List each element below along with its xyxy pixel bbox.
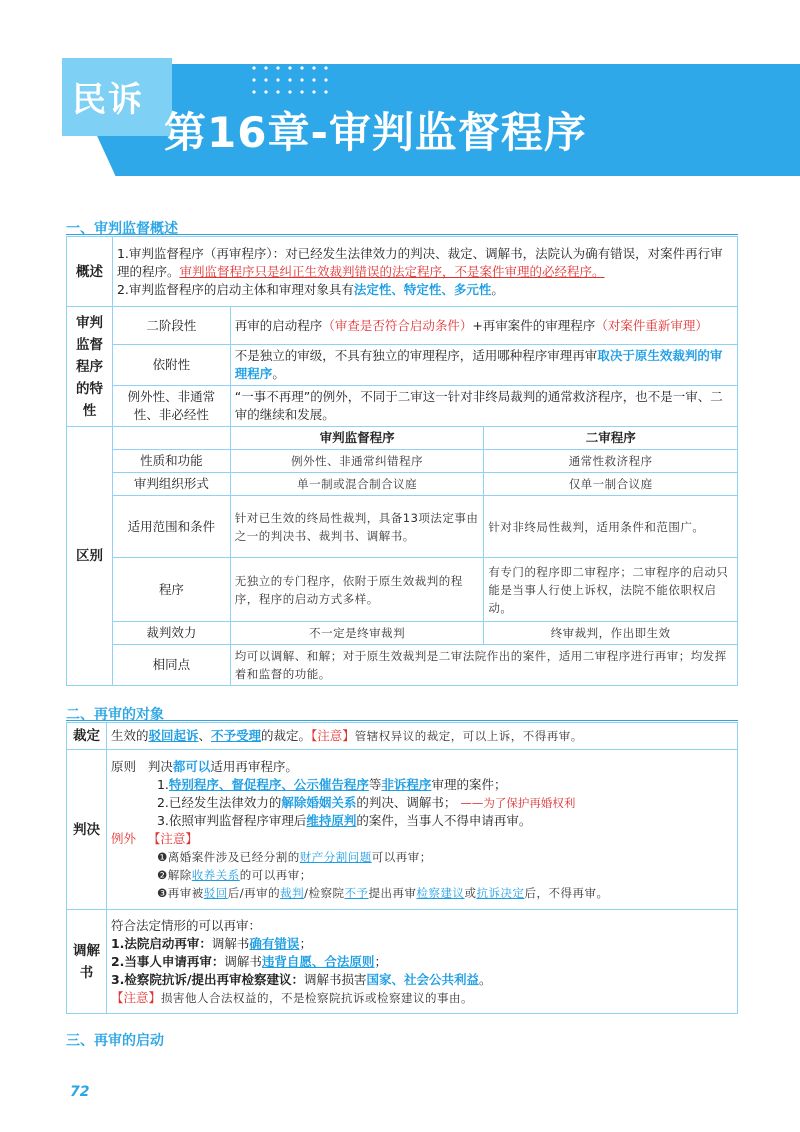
diff-col2-header: 二审程序: [484, 427, 738, 450]
feature-text: “一事不再理”的例外，不同于二审这一针对非终局裁判的通常救济程序，也不是一审、二审的继续和发展。: [230, 386, 737, 427]
overview-table: [66, 236, 738, 686]
n3-b: 驳回: [203, 885, 228, 900]
diff-cell-b: 通常性救济程序: [484, 450, 738, 473]
overview-p2-blue: 法定性、特定性、多元性: [353, 281, 492, 297]
diff-row-name: 适用范围和条件: [112, 496, 230, 558]
principle-text: 判决: [147, 758, 173, 774]
n3-c: 后/再审的: [227, 885, 281, 900]
section3-heading: 三、再审的启动: [66, 1033, 164, 1049]
ruling-t1: 生效的: [110, 728, 149, 743]
overview-content: [112, 237, 737, 307]
n3-d: 裁判: [280, 885, 305, 900]
exception-item-2: [111, 866, 733, 884]
diff-cell-a: 单一制或混合制合议庭: [230, 473, 484, 496]
i2-end: 的判决、调解书；: [356, 794, 457, 810]
feature-name: 例外性、非通常性、非必经性: [112, 386, 230, 427]
diff-corner: [112, 427, 230, 450]
ruling-b1: 驳回起诉: [148, 728, 199, 743]
principle-end: 适用再审程序。: [210, 758, 298, 774]
i3-end: 的案件，当事人不得申请再审。: [356, 812, 532, 828]
judgment-item-3: [111, 812, 733, 830]
diff-label: 区别: [67, 427, 113, 686]
i1-mid: 等: [368, 776, 382, 792]
section2-rule: [66, 720, 738, 721]
ruling-content: [106, 723, 737, 750]
chapter-title: 第16章-审判监督程序: [164, 108, 587, 157]
l2-bold: 2.当事人申请再审：: [110, 953, 225, 969]
l3-bold: 3.检察院抗诉/提出再审检察建议：: [110, 971, 304, 987]
l2-text: 调解书: [224, 953, 262, 969]
exception-note: 【注意】: [147, 830, 198, 846]
l3-blue: 国家、社会公共利益: [366, 971, 479, 987]
n3-k: 后，不得再审。: [524, 885, 609, 900]
section1-rule: [66, 234, 738, 235]
l1-text: 调解书: [211, 935, 250, 951]
principle-label: 原则: [110, 758, 136, 774]
n3-a: ❸再审被: [156, 885, 204, 900]
diff-row-name: 裁判效力: [112, 622, 230, 645]
feature-name: 二阶段性: [112, 307, 230, 345]
exception-line: [111, 830, 733, 848]
n1-pre: ❶离婚案件涉及已经分割的: [156, 849, 300, 864]
mediation-note-line: [111, 989, 733, 1007]
principle-line: [111, 758, 733, 776]
diff-cell-b: 有专门的程序即二审程序；二审程序的启动只能是当事人行使上诉权，法院不能依职权启动。: [484, 558, 738, 622]
n3-g: 提出再审: [368, 885, 417, 900]
overview-label: 概述: [67, 237, 113, 307]
feature-name: 依附性: [112, 345, 230, 386]
diff-same-label: 相同点: [112, 645, 230, 686]
ruling-t2: 、: [198, 728, 211, 743]
judgment-label: 判决: [67, 750, 107, 910]
diff-col1-header: 审判监督程序: [230, 427, 484, 450]
mediation-intro: 符合法定情形的可以再审：: [110, 917, 261, 933]
l1-end: ；: [299, 935, 312, 951]
ruling-b2: 不予受理: [211, 728, 262, 743]
judgment-content: [106, 750, 737, 910]
exception-item-1: [111, 848, 733, 866]
mediation-hand: 损害他人合法权益的，不是检察院抗诉或检察建议的事由。: [160, 990, 473, 1005]
i1-blue2: 非诉程序: [381, 776, 432, 792]
feature-text-red2: （对案件重新审理）: [595, 317, 708, 333]
l2-blue: 违背自愿、合法原则: [261, 953, 375, 969]
ruling-label: 裁定: [67, 723, 107, 750]
feature-text-blue: 取决于原生效裁判的审理程序: [234, 348, 723, 381]
diff-row-name: 程序: [112, 558, 230, 622]
ruling-hand: 管辖权异议的裁定，可以上诉，不得再审。: [354, 729, 583, 743]
n3-f: 不予: [344, 885, 369, 900]
n1-blue: 财产分割问题: [299, 849, 372, 864]
i3-blue: 维持原判: [306, 812, 357, 828]
l1-blue: 确有错误: [249, 935, 300, 951]
ruling-note: 【注意】: [311, 728, 355, 743]
n2-end: 的可以再审；: [239, 867, 312, 882]
overview-p1: 1.审判监督程序（再审程序）：对已经发生法律效力的判决、裁定、调解书，法院认为确有错误，对案件再行审理的程序。: [116, 245, 723, 279]
page-number: 72: [70, 1084, 90, 1100]
mediation-content: [106, 910, 737, 1014]
exception-item-3: [111, 884, 733, 902]
i2-pre: 2.已经发生法律效力的: [156, 794, 282, 810]
n2-blue: 收养关系: [191, 867, 240, 882]
l3-text: 调解书损害: [303, 971, 367, 987]
feature-text-end: 。: [272, 366, 285, 381]
n3-h: 检察建议: [416, 885, 465, 900]
mediation-note: 【注意】: [110, 989, 161, 1005]
diff-cell-a: 无独立的专门程序，依附于原生效裁判的程序，程序的启动方式多样。: [230, 558, 484, 622]
feature-text-a: 再审的启动程序: [234, 317, 323, 333]
n3-e: /检察院: [304, 885, 345, 900]
l2-end: ；: [374, 953, 387, 969]
diff-same-text: 均可以调解、和解；对于原生效裁判是二审法院作出的案件，适用二审程序进行再审；均发挥着和监督的功能。: [230, 645, 737, 686]
l1-bold: 1.法院启动再审：: [110, 935, 212, 951]
overview-p2: 2.审判监督程序的启动主体和审理对象具有: [116, 281, 354, 297]
judgment-item-1: [111, 776, 733, 794]
judgment-item-2: [111, 794, 733, 812]
exception-label: 例外: [110, 830, 136, 846]
mediation-item-1: [111, 935, 733, 953]
overview-p1-red: 审判监督程序只是纠正生效裁判错误的法定程序，不是案件审理的必经程序。: [179, 263, 605, 279]
features-label: 审判监督程序的特性: [67, 307, 113, 427]
diff-cell-a: 例外性、非通常纠错程序: [230, 450, 484, 473]
feature-text-mid: +再审案件的审理程序: [472, 317, 596, 333]
i2-blue: 解除婚姻关系: [281, 794, 357, 810]
n3-i: 或: [464, 885, 477, 900]
diff-cell-b: 仅单一制合议庭: [484, 473, 738, 496]
n2-pre: ❷解除: [156, 867, 192, 882]
i1-pre: 1.: [156, 776, 169, 792]
principle-blue: 都可以: [172, 758, 211, 774]
diff-cell-b: 终审裁判，作出即生效: [484, 622, 738, 645]
mediation-item-2: [111, 953, 733, 971]
diff-row-name: 审判组织形式: [112, 473, 230, 496]
diff-row-name: 性质和功能: [112, 450, 230, 473]
object-table: [66, 722, 738, 1014]
overview-p2-end: 。: [491, 281, 504, 297]
i1-end: 审理的案件；: [431, 776, 507, 792]
mediation-label: 调解书: [67, 910, 107, 1014]
n1-end: 可以再审；: [371, 849, 432, 864]
section2-heading: 二、再审的对象: [66, 707, 164, 723]
diff-cell-a: 针对已生效的终局性裁判，具备13项法定事由之一的判决书、裁判书、调解书。: [230, 496, 484, 558]
decorative-dots: [248, 62, 330, 102]
diff-cell-a: 不一定是终审裁判: [230, 622, 484, 645]
i3-pre: 3.依照审判监督程序审理后: [156, 812, 307, 828]
feature-text-a: 不是独立的审级，不具有独立的审理程序，适用哪种程序审理再审: [234, 348, 598, 363]
feature-text-red1: （审查是否符合启动条件）: [322, 317, 473, 333]
i1-blue: 特别程序、督促程序、公示催告程序: [168, 776, 369, 792]
n3-j: 抗诉决定: [476, 885, 525, 900]
diff-cell-b: 针对非终局性裁判，适用条件和范围广。: [484, 496, 738, 558]
feature-text: [230, 345, 737, 386]
subject-tag: 民诉: [72, 80, 144, 120]
section1-heading: 一、审判监督概述: [66, 221, 178, 237]
feature-text: [230, 307, 737, 345]
mediation-item-3: [111, 971, 733, 989]
l3-end: 。: [479, 971, 492, 987]
ruling-t3: 的裁定。: [261, 728, 312, 743]
i2-hand: ——为了保护再婚权利: [460, 795, 576, 810]
